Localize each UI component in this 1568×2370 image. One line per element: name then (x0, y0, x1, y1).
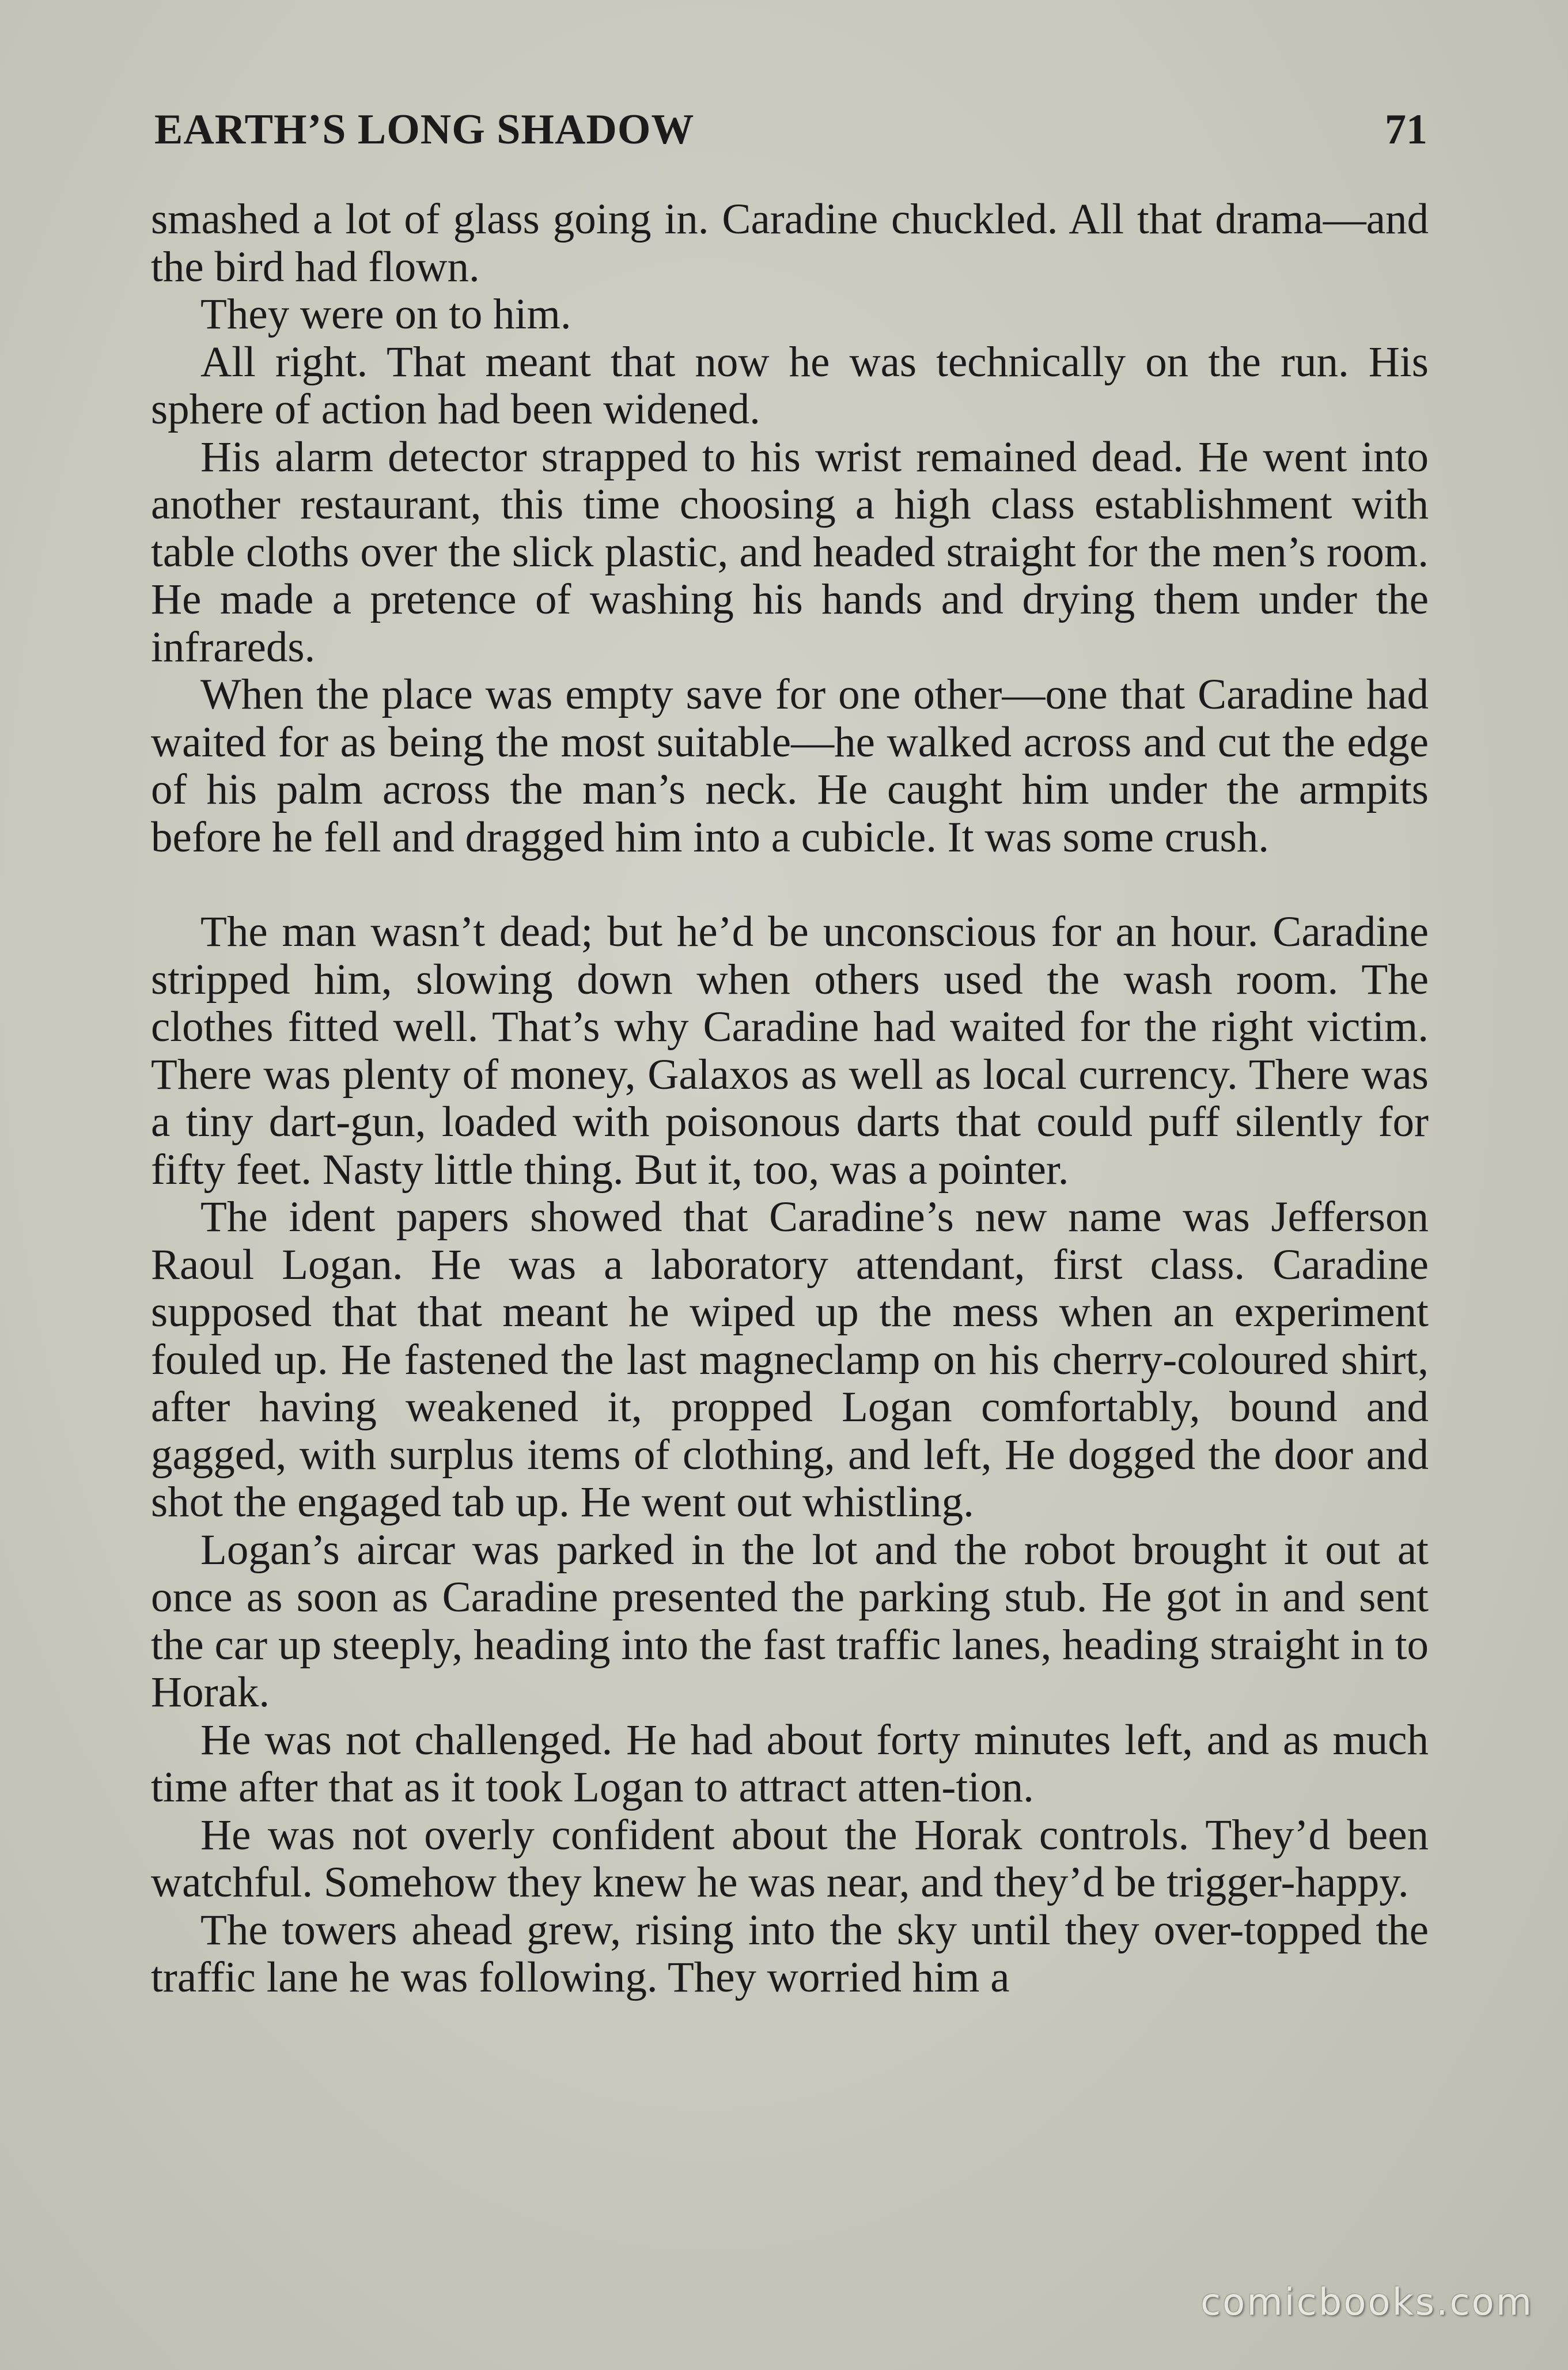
paragraph: When the place was empty save for one other—one that Caradine had waited for as being the most suitable—he walked across and cut the edge of his palm across the man’s neck. He caught him under the armpits before he fell and dragged him into a cubicle. It was some crush. (151, 671, 1429, 861)
paragraph: His alarm detector strapped to his wrist remained dead. He went into another restaurant, this time choosing a high class establishment with table cloths over the slick plastic, and headed straight for the men’s room. He made a pretence of washing his hands and drying them under the infrareds. (151, 433, 1429, 671)
paragraph: He was not challenged. He had about forty minutes left, and as much time after that as it took Logan to attract atten-tion. (151, 1716, 1429, 1811)
section-break (151, 861, 1429, 908)
site-watermark: comicbooks.com (1200, 2281, 1533, 2324)
paragraph: The man wasn’t dead; but he’d be unconscious for an hour. Caradine stripped him, slowing down when others used the wash room. The clothes fitted well. That’s why Caradine had waited for the right victim. There was plenty of money, Galaxos as well as local currency. There was a tiny dart-gun, loaded with poisonous darts that could puff silently for fifty feet. Nasty little thing. But it, too, was a pointer. (151, 908, 1429, 1194)
page-header (154, 101, 1427, 158)
paragraph: All right. That meant that now he was technically on the run. His sphere of action had been widened. (151, 338, 1429, 433)
running-head: EARTH’S LONG SHADOW (154, 106, 695, 153)
paragraph: They were on to him. (200, 290, 571, 338)
body-text (151, 196, 1429, 2002)
page-number: 71 (1385, 106, 1427, 153)
paragraph: He was not overly confident about the Horak controls. They’d been watchful. Somehow they knew he was near, and they’d be trigger-happy. (151, 1811, 1429, 1906)
paragraph: smashed a lot of glass going in. Caradine chuckled. All that drama—and the bird had flown. (151, 195, 1429, 291)
paragraph: The towers ahead grew, rising into the sky until they over-topped the traffic lane he was following. They worried him a (151, 1906, 1429, 2001)
paragraph: Logan’s aircar was parked in the lot and the robot brought it out at once as soon as Caradine presented the parking stub. He got in and sent the car up steeply, heading into the fast traffic lanes, heading straight in to Horak. (151, 1525, 1429, 1716)
paragraph: The ident papers showed that Caradine’s new name was Jefferson Raoul Logan. He was a laboratory attendant, first class. Caradine supposed that that meant he wiped up the mess when an experiment fouled up. He fastened the last magneclamp on his cherry-coloured shirt, after having weakened it, propped Logan comfortably, bound and gagged, with surplus items of clothing, and left, He dogged the door and shot the engaged tab up. He went out whistling. (151, 1193, 1429, 1526)
